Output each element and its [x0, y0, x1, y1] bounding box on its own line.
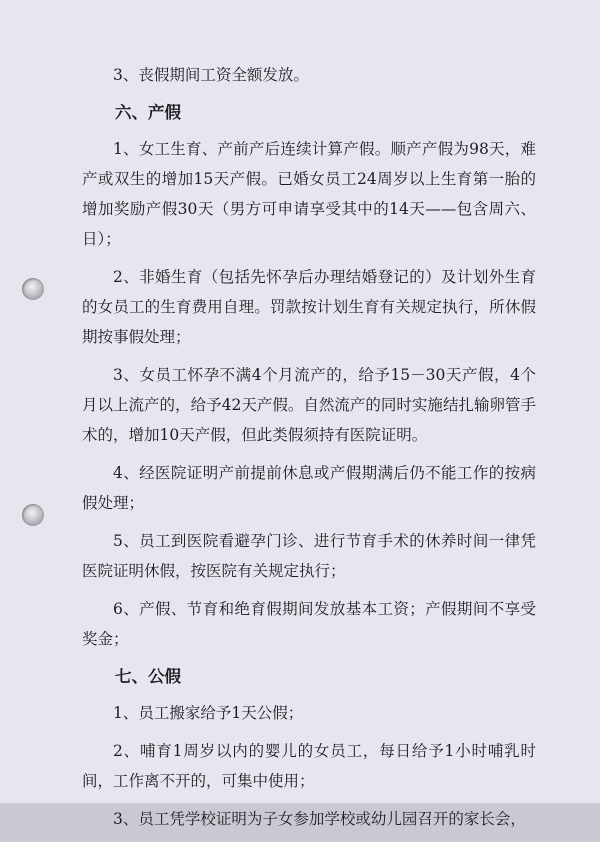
section-heading-public-leave: 七、公假: [115, 667, 181, 686]
paragraph-maternity-2: 2、非婚生育（包括先怀孕后办理结婚登记的）及计划外生育的女员工的生育费用自理。罚款按计划生育有关规定执行，所休假期按事假处理；: [82, 268, 536, 346]
punch-hole-bottom: [22, 504, 44, 526]
section-heading-maternity-leave: 六、产假: [115, 103, 181, 122]
paragraph-public-2: 2、哺育1周岁以内的婴儿的女员工，每日给予1小时哺乳时间，工作离不开的，可集中使用；: [82, 742, 536, 790]
paragraph-public-3: 3、员工凭学校证明为子女参加学校或幼儿园召开的家长会，: [113, 810, 526, 828]
paragraph-public-1: 1、员工搬家给予1天公假；: [113, 704, 304, 722]
punch-hole-top: [22, 278, 44, 300]
paragraph-maternity-5: 5、员工到医院看避孕门诊、进行节育手术的休养时间一律凭医院证明休假，按医院有关规定执行；: [82, 532, 536, 580]
paragraph-maternity-6: 6、产假、节育和绝育假期间发放基本工资；产假期间不享受奖金；: [82, 600, 536, 648]
paragraph-maternity-3: 3、女员工怀孕不满4个月流产的，给予15－30天产假，4个月以上流产的，给予42天产假。自然流产的同时实施结扎输卵管手术的，增加10天产假，但此类假须持有医院证明。: [82, 366, 536, 444]
paragraph-funeral-leave-pay: 3、丧假期间工资全额发放。: [113, 66, 309, 84]
paragraph-maternity-1: 1、女工生育、产前产后连续计算产假。顺产产假为98天，难产或双生的增加15天产假。已婚女员工24周岁以上生育第一胎的增加奖励产假30天（男方可申请享受其中的14天——包含周六、日）；: [82, 140, 536, 248]
document-body: [82, 60, 536, 842]
paragraph-maternity-4: 4、经医院证明产前提前休息或产假期满后仍不能工作的按病假处理；: [82, 464, 536, 512]
